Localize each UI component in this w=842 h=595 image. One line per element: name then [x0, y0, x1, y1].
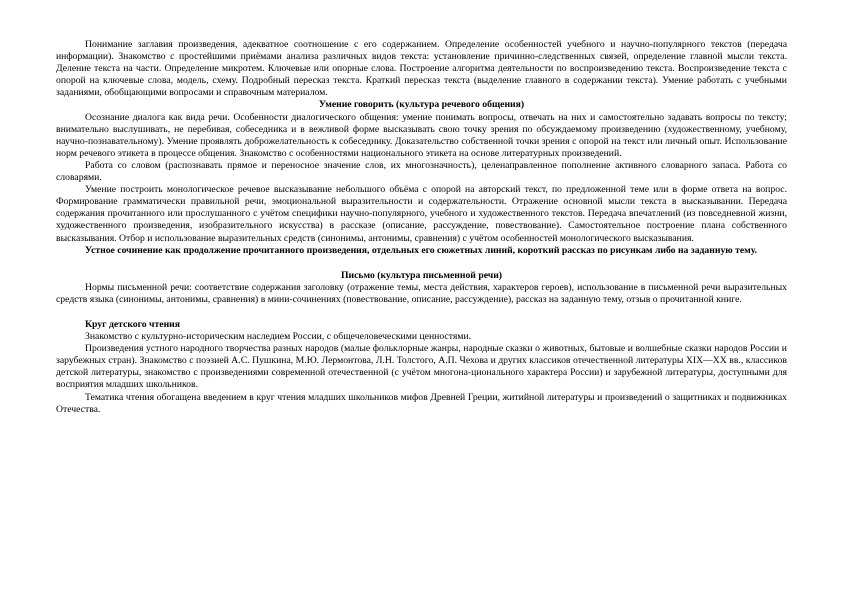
- paragraph-themes: Тематика чтения обогащена введением в круг чтения младших школьников мифов Древней Греции, житийной литературы и произведений о защитниках и подвижниках Отечества.: [56, 391, 787, 415]
- paragraph-text-understanding: Понимание заглавия произведения, адекватное соотношение с его содержанием. Определение особенностей учебного и научно-популярного текстов (передача информации). Знакомство с простейшими приёмами анализа различных видов текста: установление причинно-следственных связей, определение главной мысли текста. Деление текста на части. Определение микротем. Ключевые или опорные слова. Построение алгоритма деятельности по воспроизведению текста. Воспроизведение текста с опорой на ключевые слова, модель, схему. Подробный пересказ текста. Краткий пересказ текста (выделение главного в содержании текста). Умение работать с учебными заданиями, обобщающими вопросами и справочным материалом.: [56, 39, 787, 99]
- paragraph-monologue: Умение построить монологическое речевое высказывание небольшого объёма с опорой на авторский текст, по предложенной теме или в форме ответа на вопрос. Формирование грамматически правильной речи, эмоциональной выразительности и содержательности. Отражение основной мысли текста в высказывании. Передача содержания прочитанного или прослушанного с учётом специфики научно-популярного, учебного и художественного текстов. Передача впечатлений (из повседневной жизни, художественного произведения, изобразительного искусства) в рассказе (описание, рассуждение, повествование). Самостоятельное построение плана собственного высказывания. Отбор и использование выразительных средств (синонимы, антонимы, сравнения) с учётом особенностей монологического высказывания.: [56, 184, 787, 244]
- paragraph-oral-composition: Устное сочинение как продолжение прочитанного произведения, отдельных его сюжетных линий, короткий рассказ по рисункам либо на заданную тему.: [85, 244, 758, 256]
- heading-writing: Письмо (культура письменной речи): [340, 269, 503, 281]
- document-content: [56, 39, 787, 416]
- paragraph-folklore: Произведения устного народного творчества разных народов (малые фольклорные жанры, народные сказки о животных, бытовые и волшебные сказки народов России и зарубежных стран). Знакомство с поэзией А.С. Пушкина, М.Ю. Лермонтова, Л.Н. Толстого, А.П. Чехова и других классиков отечественной литературы XIX—XX вв., классиков детской литературы, знакомство с произведениями современной отечественной (с учётом многона-ционального характера России) и зарубежной литературы, доступными для восприятия младших школьников.: [56, 343, 787, 391]
- heading-speaking: Умение говорить (культура речевого общения): [318, 99, 525, 111]
- spacer: [56, 306, 787, 319]
- heading-reading-circle: Круг детского чтения: [85, 318, 180, 330]
- spacer: [56, 257, 787, 270]
- paragraph-writing-norms: Нормы письменной речи: соответствие содержания заголовку (отражение темы, места действия, характеров героев), использование в письменной речи выразительных средств языка (синонимы, антонимы, сравнения) в мини-сочинениях (повествование, описание, рассуждение), рассказ на заданную тему, отзыв о прочитанной книге.: [56, 281, 787, 305]
- paragraph-dialogue: Осознание диалога как вида речи. Особенности диалогического общения: умение понимать вопросы, отвечать на них и самостоятельно задавать вопросы по тексту; внимательно выслушивать, не перебивая, собеседника и в вежливой форме высказывать свою точку зрения по обсуждаемому произведению (художественному, учебному, научно-познавательному). Умение проявлять доброжелательность к собеседнику. Доказательство собственной точки зрения с опорой на текст или личный опыт. Использование норм речевого этикета в процессе общения. Знакомство с особенностями национального этикета на основе литературных произведений.: [56, 111, 787, 159]
- paragraph-heritage: Знакомство с культурно-историческим наследием России, с общечеловеческими ценностями.: [85, 331, 472, 343]
- paragraph-word-work: Работа со словом (распознавать прямое и переносное значение слов, их многозначность), целенаправленное пополнение активного словарного запаса. Работа со словарями.: [56, 159, 787, 184]
